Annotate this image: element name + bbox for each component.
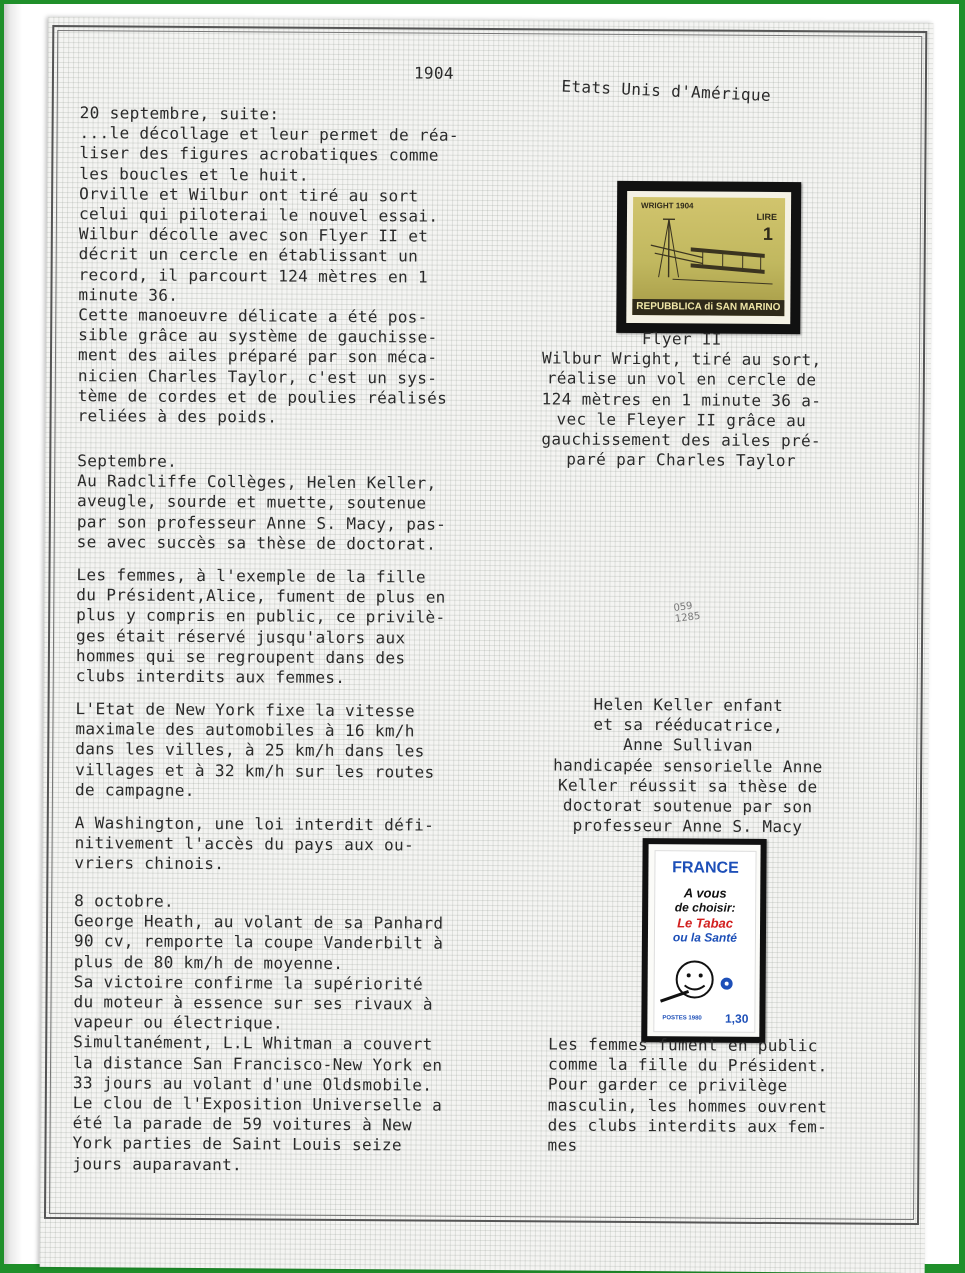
paragraph-vanderbilt: 8 octobre. George Heath, au volant de sa Panhard 90 cv, remporte la coupe Vanderbilt à plus de 80 km/h de moyenne. Sa victoire confirme la supériorité du moteur à essence sur ses rivaux à vapeur ou électrique. Simultanément, L.L Whitman a couvert la distance San Francisco-New York en 33 jours au volant d'une Oldsmobile. Le clou de l'Exposition Universelle a été la parade de 59 voitures à New York parties de Saint Louis seize jours auparavant. xyxy=(72,891,443,1176)
paragraph-femmes: Les femmes, à l'exemple de la fille du Président,Alice, fument de plus en plus y compris en public, ce privilè- ges était réservé jusqu'alors aux hommes qui se regroupent dans des clubs interdits aux femmes. xyxy=(76,565,446,689)
stamp-france-paper xyxy=(647,844,760,1037)
biplane-icon xyxy=(632,197,785,300)
stamp-france xyxy=(641,838,766,1043)
paragraph-flyer: 20 septembre, suite: ...le décollage et leur permet de réa- liser des figures acrobatiques comme les boucles et le huit. Orville et Wilbur ont tiré au sort celui qui piloterai le nouvel essai. Wilbur décolle avec son Flyer II et décrit un cercle en établissant un record, il parcourt 124 mètres en 1 minute 36. Cette manoeuvre délicate a été pos- sible grâce au système de gauchisse- ment des ailes préparé par son méca- nicien Charles Taylor, c'est un sys- tème de cordes et de poulies réalisés reliées à des poids. xyxy=(78,103,460,429)
stamp-france-line3: Le Tabac xyxy=(655,915,755,931)
paragraph-washington: A Washington, une loi interdit défi- nitivement l'accès du pays aux ou- vriers chinois. xyxy=(74,813,434,876)
stamp-san-marino-country: REPUBBLICA di SAN MARINO xyxy=(632,299,784,316)
caption-keller: Helen Keller enfant et sa rééducatrice, Anne Sullivan handicapée sensorielle Anne Keller réussit sa thèse de doctorat soutenue par son professeur Anne S. Macy xyxy=(553,694,824,837)
stamp-france-line4: ou la Santé xyxy=(655,930,755,945)
caption-femmes: Les femmes fument en public comme la fille du Président. Pour garder ce privilège masculin, les hommes ouvrent des clubs interdits aux fem- mes xyxy=(547,1034,827,1157)
stamp-france-art xyxy=(653,850,756,1033)
album-sheet xyxy=(4,4,959,1264)
stamp-san-marino-value: 1 xyxy=(763,224,773,245)
stamp-san-marino-paper xyxy=(626,191,791,324)
stamp-france-line1: A vous xyxy=(655,885,755,901)
smiley-face-icon xyxy=(654,947,754,1018)
stamp-france-value: 1,30 xyxy=(725,1012,748,1026)
caption-flyer: Flyer II Wilbur Wright, tiré au sort, réalise un vol en cercle de 124 mètres en 1 minute 36 a- vec le Fleyer II grâce au gauchissement des ailes pré- paré par Charles Taylor xyxy=(541,328,822,471)
paragraph-vitesse: L'Etat de New York fixe la vitesse maximale des automobiles à 16 km/h dans les villes, à 25 km/h dans les villages et à 32 km/h sur les routes de campagne. xyxy=(75,699,435,803)
stamp-france-country: FRANCE xyxy=(655,859,755,878)
stamp-san-marino-art xyxy=(632,197,785,316)
paragraph-helen-keller: Septembre. Au Radcliffe Collèges, Helen Keller, aveugle, sourde et muette, soutenue par son professeur Anne S. Macy, pas- se avec succès sa thèse de doctorat. xyxy=(77,451,447,555)
photo-frame xyxy=(4,4,959,1264)
stamp-san-marino-top-label: WRIGHT 1904 xyxy=(641,201,694,210)
album-page xyxy=(40,17,934,1273)
page-year: 1904 xyxy=(414,63,454,83)
stamp-france-footer: POSTES 1980 xyxy=(662,1015,701,1021)
pencil-note: 059 1285 xyxy=(673,600,701,625)
page-country: Etats Unis d'Amérique xyxy=(561,77,771,107)
stamp-france-line2: de choisir: xyxy=(655,900,755,915)
stamp-san-marino xyxy=(616,181,801,334)
stamp-san-marino-value-label: LIRE xyxy=(756,212,777,222)
